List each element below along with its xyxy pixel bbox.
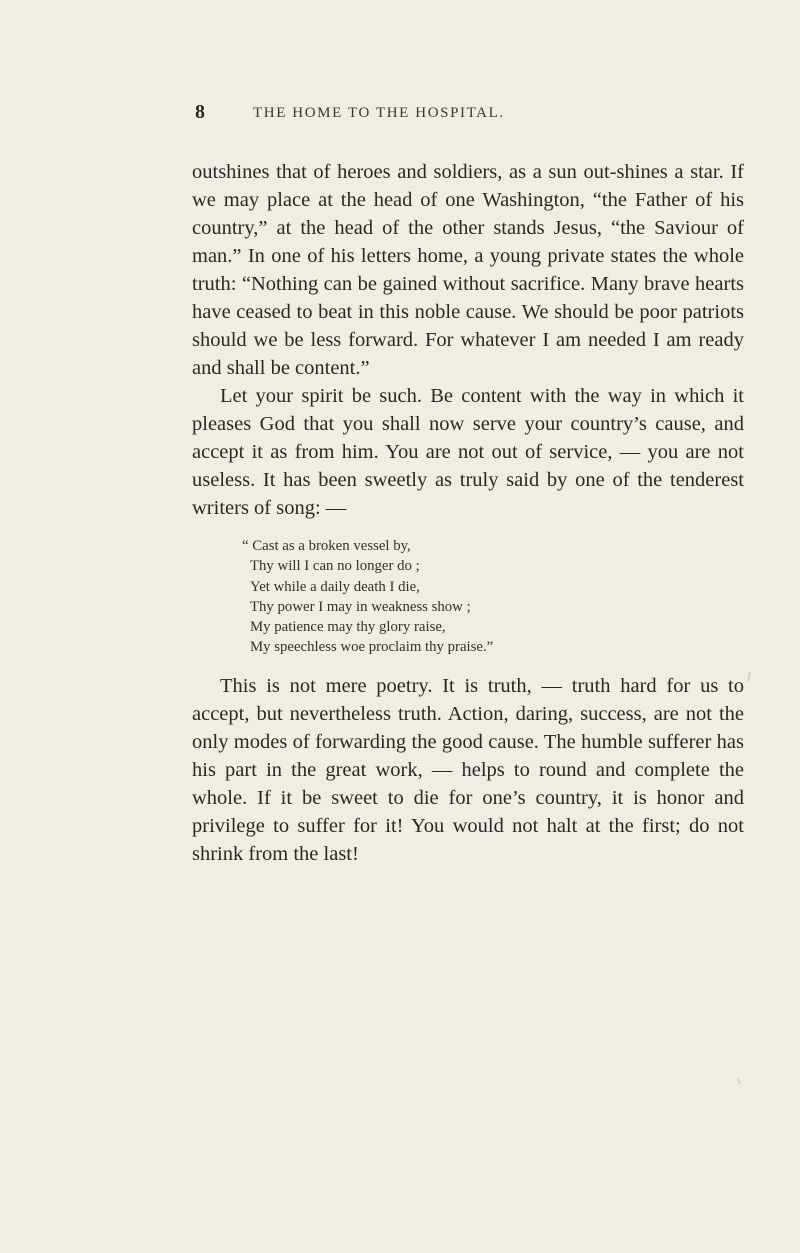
poem-block xyxy=(242,536,744,658)
paper-mark-small xyxy=(737,1078,741,1084)
main-text xyxy=(192,158,744,868)
paragraph-2: Let your spirit be such. Be content with the way in which it pleases God that you shall now serve your country’s cause, and accept it as from him. You are not out of service, — you are not useless. It has been sweetly as truly said by one of the tenderest writers of song: — xyxy=(192,385,744,519)
page-number: 8 xyxy=(195,101,206,123)
poem-line-1: “ Cast as a broken vessel by, xyxy=(242,538,411,554)
poem-line-4: Thy power I may in weakness show ; xyxy=(250,598,471,615)
poem-line-6: My speechless woe proclaim thy praise.” xyxy=(250,639,494,656)
paragraph-3: This is not mere poetry. It is truth, — truth hard for us to accept, but nevertheless truth. Action, daring, success, are not the only modes of forwarding the good cause. The humble sufferer has his part in the great work, — helps to round and complete the whole. If it be sweet to die for one’s country, it is honor and privilege to suffer for it! You would not halt at the first; do not shrink from the last! xyxy=(192,674,744,865)
poem-line-3: Yet while a daily death I die, xyxy=(250,578,420,595)
paragraph-1: outshines that of heroes and soldiers, as a sun out-shines a star. If we may place at the head of one Washington, “the Father of his country,” at the head of the other stands Jesus, “the Saviour of man.” In one of his letters home, a young private states the whole truth: “Nothing can be gained without sacrifice. Many brave hearts have ceased to beat in this noble cause. We should be poor patriots should we be less forward. For whatever I am needed I am ready and shall be content.” xyxy=(192,161,744,379)
poem-line-2: Thy will I can no longer do ; xyxy=(250,558,420,575)
paper-mark xyxy=(747,672,751,681)
poem-line-5: My patience may thy glory raise, xyxy=(250,619,446,636)
running-title: THE HOME TO THE HOSPITAL. xyxy=(253,105,505,121)
page-header xyxy=(195,101,715,135)
